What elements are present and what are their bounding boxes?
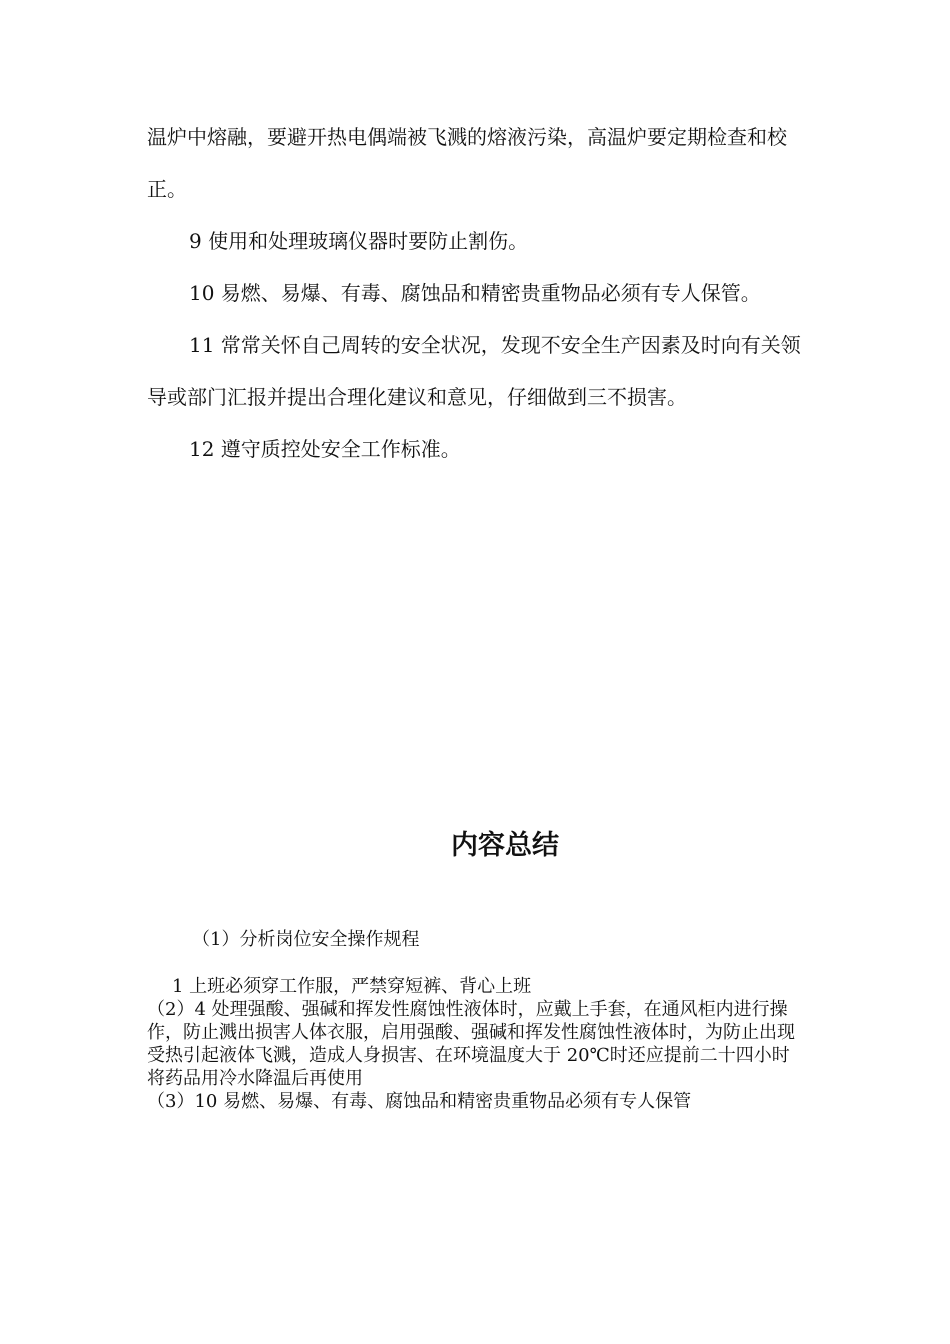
summary-item-3: （3）10 易燃、易爆、有毒、腐蚀品和精密贵重物品必须有专人保管 <box>147 1091 692 1112</box>
summary-title: 内容总结 <box>451 830 559 861</box>
paragraph-10: 10 易燃、易爆、有毒、腐蚀品和精密贵重物品必须有专人保管。 <box>189 281 761 305</box>
paragraph-9: 9 使用和处理玻璃仪器时要防止割伤。 <box>189 229 529 253</box>
paragraph-12: 12 遵守质控处安全工作标准。 <box>189 437 461 461</box>
paragraph-11: 11 常常关怀自己周转的安全状况，发现不安全生产因素及时向有关领导或部门汇报并提出合理化建议和意见，仔细做到三不损害。 <box>147 333 801 409</box>
summary-item-2: （2）4 处理强酸、强碱和挥发性腐蚀性液体时，应戴上手套，在通风柜内进行操作，防止溅出损害人体衣服，启用强酸、强碱和挥发性腐蚀性液体时，为防止出现受热引起液体飞溅，造成人身损害、在环境温度大于 20℃时还应提前二十四小时将药品用冷水降温后再使用 <box>147 999 795 1089</box>
summary-subtitle: （1）分析岗位安全操作规程 <box>192 929 420 950</box>
summary-list <box>147 975 802 1113</box>
body-text <box>147 111 807 475</box>
paragraph-8-continued: 温炉中熔融，要避开热电偶端被飞溅的熔液污染，高温炉要定期检查和校正。 <box>147 125 787 201</box>
summary-item-1: 1 上班必须穿工作服，严禁穿短裤、背心上班 <box>172 976 532 997</box>
